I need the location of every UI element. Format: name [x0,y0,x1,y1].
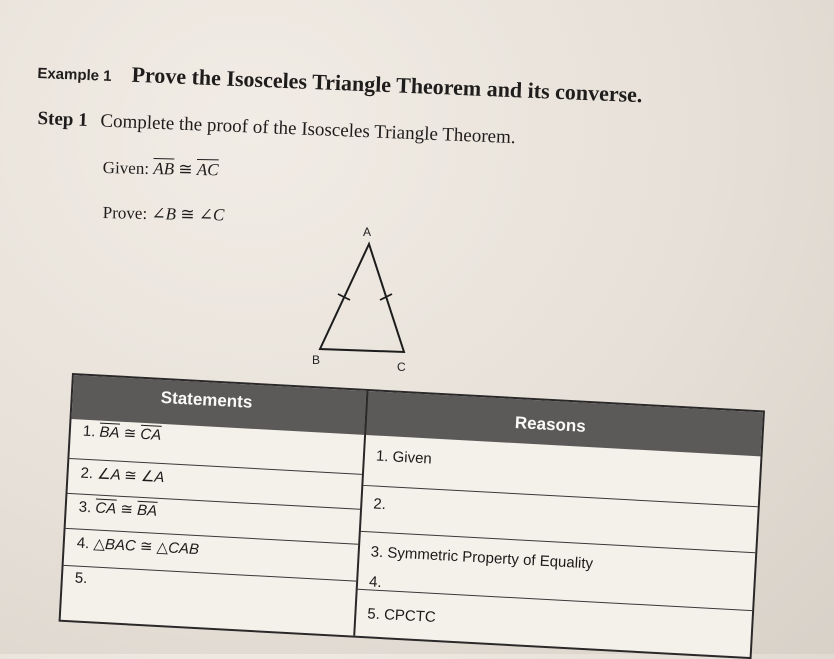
reason-1: 1. Given [375,447,433,468]
given-segment-ac: $\overline{AC}$ [196,159,219,180]
statement-4: 4. △BAC ≅ △CAB [76,534,200,559]
prove-statement [103,203,225,226]
reason-4: 4. [368,573,383,592]
vertex-label-c: C [397,360,406,374]
example-label: Example 1 [37,64,112,85]
proof-table [59,373,765,659]
step-label: Step 1 [37,108,89,131]
reasons-header-label: Reasons [514,413,587,436]
reason-row-divider [361,485,757,507]
isosceles-triangle-figure [300,222,420,382]
step-text: Complete the proof of the Isosceles Triangle Theorem. [100,110,516,149]
vertex-label-b: B [312,353,321,367]
example-heading [37,58,717,111]
segment-ba: $\overline{BA}$ [99,423,120,442]
statement-2: 2. ∠A ≅ ∠A [80,464,165,487]
segment-ba: $\overline{BA}$ [136,501,158,520]
reason-3: 3. Symmetric Property of Equality [370,543,594,573]
statement-5: 5. [74,569,88,588]
statement-1: 1. $\overline{BA}$ ≅ $\overline{CA}$ [82,422,162,444]
reason-2: 2. [372,495,387,514]
given-statement [103,158,219,180]
given-segment-ab: $\overline{AB}$ [153,159,175,179]
example-title: Prove the Isosceles Triangle Theorem and its converse. [131,61,643,108]
prove-congruent-symbol: ≅ [180,204,195,224]
prove-angle-c: ∠C [198,205,225,225]
segment-ca: $\overline{CA}$ [94,499,117,518]
given-congruent-symbol: ≅ [178,159,193,179]
reason-5: 5. CPCTC [366,605,437,627]
reasons-header [364,391,763,456]
vertex-label-a: A [363,225,372,239]
given-label: Given: [102,158,150,178]
triangle-outline [320,244,404,352]
statements-header-label: Statements [160,387,253,412]
statement-3: 3. $\overline{CA}$ ≅ $\overline{BA}$ [78,498,158,520]
step-heading [37,108,597,152]
prove-angle-b: ∠B [151,204,177,224]
prove-label: Prove: [102,203,148,223]
statement-row-divider [64,565,357,582]
segment-ca: $\overline{CA}$ [139,425,162,444]
